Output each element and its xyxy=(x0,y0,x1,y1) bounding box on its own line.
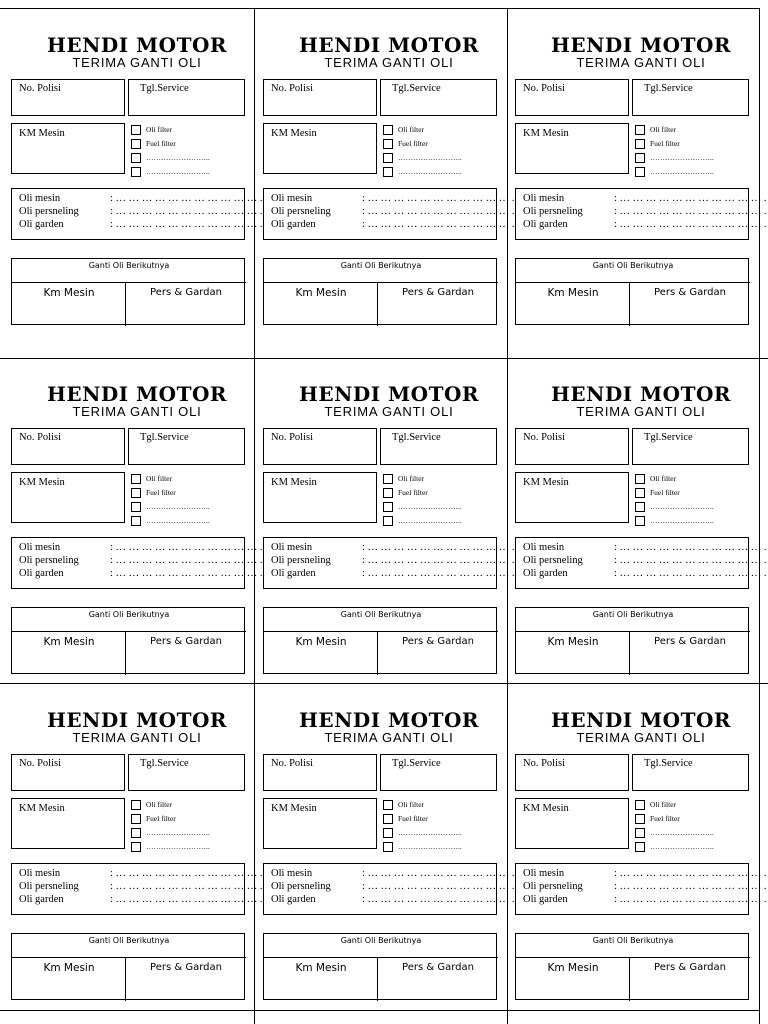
next-pers-label[interactable]: Pers & Gardan xyxy=(654,636,726,647)
oil-details-box xyxy=(11,537,263,589)
police-no-box[interactable] xyxy=(263,428,377,465)
oil-filter-checkbox[interactable] xyxy=(635,125,645,135)
oil-row-gardan[interactable] xyxy=(271,218,515,231)
receipt-subtitle: TERIMA GANTI OLI xyxy=(72,730,202,745)
extra-item-2: …………………….. xyxy=(146,516,210,525)
extra-checkbox-2[interactable] xyxy=(131,842,141,852)
km-box[interactable] xyxy=(263,123,377,174)
oil-row-gear[interactable] xyxy=(19,205,263,218)
extra-item-2: …………………….. xyxy=(146,167,210,176)
police-no-label: No. Polisi xyxy=(19,758,62,769)
service-date-box[interactable] xyxy=(128,428,245,465)
oil-filter-checkbox[interactable] xyxy=(383,800,393,810)
next-change-box xyxy=(263,607,497,674)
oil-row-gear[interactable] xyxy=(523,880,767,893)
oil-row-engine[interactable] xyxy=(271,541,515,554)
next-change-title: Ganti Oli Berikutnya xyxy=(340,261,422,270)
fuel-filter-checkbox[interactable] xyxy=(635,139,645,149)
oil-gear-value: : … … … … … … … … … … … . xyxy=(614,206,767,217)
shop-name: HENDI MOTOR xyxy=(46,708,228,732)
oil-row-gardan[interactable] xyxy=(19,893,263,906)
next-pers-label[interactable]: Pers & Gardan xyxy=(402,287,474,298)
oil-details-box xyxy=(515,863,767,915)
extra-checkbox-2[interactable] xyxy=(635,167,645,177)
oil-details-box xyxy=(515,537,767,589)
oil-gardan-value: : … … … … … … … … … … … . xyxy=(614,894,767,905)
next-change-title: Ganti Oli Berikutnya xyxy=(88,936,170,945)
next-km-label[interactable]: Km Mesin xyxy=(295,636,347,648)
extra-item-1: …………………….. xyxy=(398,828,462,837)
oil-engine-value: : … … … … … … … … … … … . xyxy=(110,542,263,553)
oil-filter-label: Oli filter xyxy=(650,800,677,809)
oil-row-engine[interactable] xyxy=(271,192,515,205)
km-box[interactable] xyxy=(263,472,377,523)
extra-item-2: …………………….. xyxy=(650,842,714,851)
oil-filter-label: Oli filter xyxy=(146,474,173,483)
next-km-label[interactable]: Km Mesin xyxy=(295,287,347,299)
next-pers-label[interactable]: Pers & Gardan xyxy=(402,962,474,973)
service-date-label: Tgl.Service xyxy=(140,432,189,443)
next-pers-label[interactable]: Pers & Gardan xyxy=(654,962,726,973)
oil-row-gardan[interactable] xyxy=(271,893,515,906)
fuel-filter-checkbox[interactable] xyxy=(635,814,645,824)
next-change-divider xyxy=(516,957,750,958)
shop-name: HENDI MOTOR xyxy=(46,33,228,57)
oil-engine-label: Oli mesin xyxy=(271,868,313,879)
oil-gear-value: : … … … … … … … … … … … . xyxy=(614,881,767,892)
oil-gardan-value: : … … … … … … … … … … … . xyxy=(362,219,515,230)
extra-checkbox-1[interactable] xyxy=(383,502,393,512)
km-box[interactable] xyxy=(515,798,629,849)
fuel-filter-checkbox[interactable] xyxy=(131,814,141,824)
extra-item-1: …………………….. xyxy=(146,828,210,837)
next-km-label[interactable]: Km Mesin xyxy=(295,962,347,974)
oil-gear-label: Oli persneling xyxy=(523,881,583,892)
next-change-title: Ganti Oli Berikutnya xyxy=(88,261,170,270)
next-change-title: Ganti Oli Berikutnya xyxy=(592,610,674,619)
oil-row-engine[interactable] xyxy=(19,541,263,554)
oil-engine-label: Oli mesin xyxy=(19,542,61,553)
shop-name: HENDI MOTOR xyxy=(46,382,228,406)
oil-gardan-label: Oli garden xyxy=(271,894,316,905)
oil-row-gardan[interactable] xyxy=(19,218,263,231)
fuel-filter-label: Fuel filter xyxy=(650,488,680,497)
oil-gardan-label: Oli garden xyxy=(19,219,64,230)
oil-row-gardan[interactable] xyxy=(19,567,263,580)
km-label: KM Mesin xyxy=(523,477,569,488)
extra-checkbox-1[interactable] xyxy=(383,828,393,838)
next-change-box xyxy=(263,933,497,1000)
police-no-box[interactable] xyxy=(515,428,629,465)
extra-checkbox-2[interactable] xyxy=(131,516,141,526)
extra-checkbox-1[interactable] xyxy=(383,153,393,163)
km-label: KM Mesin xyxy=(19,803,65,814)
cut-tick xyxy=(760,358,768,359)
next-change-title: Ganti Oli Berikutnya xyxy=(340,936,422,945)
extra-item-2: …………………….. xyxy=(650,167,714,176)
oil-gardan-label: Oli garden xyxy=(19,568,64,579)
oil-filter-checkbox[interactable] xyxy=(635,474,645,484)
oil-engine-value: : … … … … … … … … … … … . xyxy=(362,193,515,204)
oil-row-gear[interactable] xyxy=(523,205,767,218)
extra-checkbox-2[interactable] xyxy=(383,842,393,852)
service-date-label: Tgl.Service xyxy=(140,758,189,769)
next-change-divider xyxy=(12,957,246,958)
extra-checkbox-1[interactable] xyxy=(635,153,645,163)
oil-gardan-label: Oli garden xyxy=(523,219,568,230)
fuel-filter-checkbox[interactable] xyxy=(383,814,393,824)
next-km-label[interactable]: Km Mesin xyxy=(43,636,95,648)
oil-gardan-label: Oli garden xyxy=(523,894,568,905)
fuel-filter-checkbox[interactable] xyxy=(131,139,141,149)
next-change-box xyxy=(11,258,245,325)
next-change-box xyxy=(263,258,497,325)
oil-row-engine[interactable] xyxy=(523,541,767,554)
extra-item-1: …………………….. xyxy=(398,502,462,511)
receipt-subtitle: TERIMA GANTI OLI xyxy=(72,55,202,70)
oil-row-gardan[interactable] xyxy=(523,567,767,580)
oil-details-box xyxy=(263,188,515,240)
extra-checkbox-2[interactable] xyxy=(131,167,141,177)
oil-row-gear[interactable] xyxy=(271,554,515,567)
fuel-filter-checkbox[interactable] xyxy=(383,139,393,149)
oil-engine-label: Oli mesin xyxy=(19,193,61,204)
police-no-label: No. Polisi xyxy=(523,758,566,769)
next-change-divider xyxy=(12,282,246,283)
cut-line-bottom xyxy=(0,1010,760,1011)
km-label: KM Mesin xyxy=(19,128,65,139)
fuel-filter-label: Fuel filter xyxy=(146,488,176,497)
oil-engine-label: Oli mesin xyxy=(523,542,565,553)
police-no-label: No. Polisi xyxy=(271,83,314,94)
extra-item-1: …………………….. xyxy=(398,153,462,162)
extra-item-1: …………………….. xyxy=(146,153,210,162)
extra-checkbox-2[interactable] xyxy=(383,516,393,526)
receipt-subtitle: TERIMA GANTI OLI xyxy=(72,404,202,419)
service-date-box[interactable] xyxy=(128,754,245,791)
oil-row-engine[interactable] xyxy=(19,192,263,205)
oil-row-gear[interactable] xyxy=(523,554,767,567)
oil-engine-label: Oli mesin xyxy=(271,542,313,553)
oil-gardan-label: Oli garden xyxy=(271,568,316,579)
fuel-filter-checkbox[interactable] xyxy=(635,488,645,498)
oil-gardan-value: : … … … … … … … … … … … . xyxy=(362,894,515,905)
next-change-box xyxy=(515,607,749,674)
km-label: KM Mesin xyxy=(271,803,317,814)
oil-gear-label: Oli persneling xyxy=(19,555,79,566)
oil-details-box xyxy=(11,863,263,915)
fuel-filter-label: Fuel filter xyxy=(398,139,428,148)
oil-gardan-label: Oli garden xyxy=(19,894,64,905)
service-date-box[interactable] xyxy=(128,79,245,116)
police-no-label: No. Polisi xyxy=(271,758,314,769)
next-change-divider xyxy=(12,631,246,632)
oil-engine-value: : … … … … … … … … … … … . xyxy=(614,542,767,553)
extra-item-1: …………………….. xyxy=(146,502,210,511)
extra-checkbox-1[interactable] xyxy=(635,502,645,512)
oil-gear-label: Oli persneling xyxy=(523,206,583,217)
fuel-filter-label: Fuel filter xyxy=(650,814,680,823)
next-change-title: Ganti Oli Berikutnya xyxy=(592,261,674,270)
police-no-label: No. Polisi xyxy=(19,83,62,94)
extra-item-2: …………………….. xyxy=(398,167,462,176)
oil-row-engine[interactable] xyxy=(523,192,767,205)
cut-line-horizontal-2 xyxy=(0,683,760,684)
oil-filter-checkbox[interactable] xyxy=(383,125,393,135)
receipt-subtitle: TERIMA GANTI OLI xyxy=(576,55,706,70)
next-change-box xyxy=(11,933,245,1000)
oil-row-engine[interactable] xyxy=(271,867,515,880)
shop-name: HENDI MOTOR xyxy=(550,382,732,406)
next-pers-label[interactable]: Pers & Gardan xyxy=(402,636,474,647)
km-box[interactable] xyxy=(11,798,125,849)
oil-row-gear[interactable] xyxy=(19,880,263,893)
extra-checkbox-1[interactable] xyxy=(131,828,141,838)
service-date-label: Tgl.Service xyxy=(392,432,441,443)
cut-line-top xyxy=(0,8,760,9)
extra-item-2: …………………….. xyxy=(650,516,714,525)
oil-gear-label: Oli persneling xyxy=(271,881,331,892)
oil-filter-checkbox[interactable] xyxy=(383,474,393,484)
fuel-filter-label: Fuel filter xyxy=(146,139,176,148)
cut-line-horizontal-1 xyxy=(0,358,760,359)
oil-gardan-value: : … … … … … … … … … … … . xyxy=(614,568,767,579)
oil-gear-value: : … … … … … … … … … … … . xyxy=(614,555,767,566)
next-change-title: Ganti Oli Berikutnya xyxy=(592,936,674,945)
oil-filter-label: Oli filter xyxy=(398,474,425,483)
oil-engine-label: Oli mesin xyxy=(19,868,61,879)
shop-name: HENDI MOTOR xyxy=(550,708,732,732)
oil-row-gear[interactable] xyxy=(271,880,515,893)
oil-gear-value: : … … … … … … … … … … … . xyxy=(362,555,515,566)
extra-checkbox-1[interactable] xyxy=(635,828,645,838)
km-box[interactable] xyxy=(515,472,629,523)
service-date-label: Tgl.Service xyxy=(644,432,693,443)
km-label: KM Mesin xyxy=(19,477,65,488)
oil-engine-value: : … … … … … … … … … … … . xyxy=(362,868,515,879)
oil-gear-label: Oli persneling xyxy=(271,555,331,566)
oil-filter-checkbox[interactable] xyxy=(131,125,141,135)
oil-gardan-value: : … … … … … … … … … … … . xyxy=(110,894,263,905)
extra-checkbox-2[interactable] xyxy=(635,842,645,852)
police-no-label: No. Polisi xyxy=(523,432,566,443)
next-km-label[interactable]: Km Mesin xyxy=(43,287,95,299)
receipt-subtitle: TERIMA GANTI OLI xyxy=(324,404,454,419)
police-no-box[interactable] xyxy=(11,79,125,116)
next-change-divider xyxy=(264,282,498,283)
oil-filter-label: Oli filter xyxy=(650,125,677,134)
oil-engine-label: Oli mesin xyxy=(271,193,313,204)
km-box[interactable] xyxy=(11,123,125,174)
km-label: KM Mesin xyxy=(271,128,317,139)
shop-name: HENDI MOTOR xyxy=(298,708,480,732)
oil-gear-label: Oli persneling xyxy=(271,206,331,217)
receipt-subtitle: TERIMA GANTI OLI xyxy=(576,730,706,745)
service-date-label: Tgl.Service xyxy=(392,758,441,769)
oil-details-box xyxy=(263,537,515,589)
police-no-box[interactable] xyxy=(11,428,125,465)
next-km-label[interactable]: Km Mesin xyxy=(547,636,599,648)
extra-checkbox-1[interactable] xyxy=(131,502,141,512)
fuel-filter-checkbox[interactable] xyxy=(131,488,141,498)
extra-item-2: …………………….. xyxy=(398,842,462,851)
next-change-title: Ganti Oli Berikutnya xyxy=(88,610,170,619)
police-no-box[interactable] xyxy=(515,79,629,116)
km-box[interactable] xyxy=(515,123,629,174)
police-no-box[interactable] xyxy=(263,754,377,791)
oil-gardan-value: : … … … … … … … … … … … . xyxy=(362,568,515,579)
oil-gardan-label: Oli garden xyxy=(271,219,316,230)
next-change-divider xyxy=(516,282,750,283)
extra-checkbox-1[interactable] xyxy=(131,153,141,163)
next-change-box xyxy=(11,607,245,674)
service-date-label: Tgl.Service xyxy=(140,83,189,94)
police-no-label: No. Polisi xyxy=(19,432,62,443)
extra-item-2: …………………….. xyxy=(398,516,462,525)
receipt-subtitle: TERIMA GANTI OLI xyxy=(324,55,454,70)
oil-details-box xyxy=(263,863,515,915)
oil-details-box xyxy=(515,188,767,240)
extra-item-1: …………………….. xyxy=(650,502,714,511)
receipt-subtitle: TERIMA GANTI OLI xyxy=(324,730,454,745)
police-no-label: No. Polisi xyxy=(523,83,566,94)
oil-details-box xyxy=(11,188,263,240)
shop-name: HENDI MOTOR xyxy=(298,33,480,57)
oil-gear-label: Oli persneling xyxy=(523,555,583,566)
km-label: KM Mesin xyxy=(523,128,569,139)
oil-filter-checkbox[interactable] xyxy=(635,800,645,810)
service-date-label: Tgl.Service xyxy=(644,758,693,769)
shop-name: HENDI MOTOR xyxy=(550,33,732,57)
oil-row-gardan[interactable] xyxy=(523,893,767,906)
oil-engine-value: : … … … … … … … … … … … . xyxy=(110,868,263,879)
oil-filter-label: Oli filter xyxy=(650,474,677,483)
oil-gardan-label: Oli garden xyxy=(523,568,568,579)
oil-row-gardan[interactable] xyxy=(523,218,767,231)
service-date-label: Tgl.Service xyxy=(392,83,441,94)
oil-row-engine[interactable] xyxy=(19,867,263,880)
service-date-box[interactable] xyxy=(632,754,749,791)
oil-filter-checkbox[interactable] xyxy=(131,474,141,484)
oil-engine-label: Oli mesin xyxy=(523,193,565,204)
km-label: KM Mesin xyxy=(523,803,569,814)
km-label: KM Mesin xyxy=(271,477,317,488)
oil-engine-value: : … … … … … … … … … … … . xyxy=(110,193,263,204)
extra-checkbox-2[interactable] xyxy=(383,167,393,177)
oil-row-gear[interactable] xyxy=(271,205,515,218)
oil-row-gardan[interactable] xyxy=(271,567,515,580)
next-change-box xyxy=(515,933,749,1000)
next-change-divider xyxy=(516,631,750,632)
next-pers-label[interactable]: Pers & Gardan xyxy=(150,962,222,973)
next-km-label[interactable]: Km Mesin xyxy=(43,962,95,974)
shop-name: HENDI MOTOR xyxy=(298,382,480,406)
oil-gear-label: Oli persneling xyxy=(19,206,79,217)
cut-tick xyxy=(760,683,768,684)
oil-row-gear[interactable] xyxy=(19,554,263,567)
fuel-filter-label: Fuel filter xyxy=(398,488,428,497)
service-date-box[interactable] xyxy=(380,428,497,465)
receipt-subtitle: TERIMA GANTI OLI xyxy=(576,404,706,419)
service-date-box[interactable] xyxy=(632,79,749,116)
next-km-label[interactable]: Km Mesin xyxy=(547,287,599,299)
next-change-title: Ganti Oli Berikutnya xyxy=(340,610,422,619)
oil-row-engine[interactable] xyxy=(523,867,767,880)
oil-gear-value: : … … … … … … … … … … … . xyxy=(110,206,263,217)
oil-filter-label: Oli filter xyxy=(398,800,425,809)
fuel-filter-label: Fuel filter xyxy=(398,814,428,823)
oil-gear-value: : … … … … … … … … … … … . xyxy=(362,206,515,217)
oil-gardan-value: : … … … … … … … … … … … . xyxy=(110,568,263,579)
extra-item-1: …………………….. xyxy=(650,828,714,837)
oil-filter-label: Oli filter xyxy=(146,125,173,134)
oil-gardan-value: : … … … … … … … … … … … . xyxy=(614,219,767,230)
extra-item-2: …………………….. xyxy=(146,842,210,851)
oil-engine-value: : … … … … … … … … … … … . xyxy=(614,868,767,879)
service-date-box[interactable] xyxy=(632,428,749,465)
extra-checkbox-2[interactable] xyxy=(635,516,645,526)
police-no-box[interactable] xyxy=(515,754,629,791)
oil-gardan-value: : … … … … … … … … … … … . xyxy=(110,219,263,230)
next-pers-label[interactable]: Pers & Gardan xyxy=(150,287,222,298)
oil-gear-value: : … … … … … … … … … … … . xyxy=(362,881,515,892)
oil-engine-label: Oli mesin xyxy=(523,868,565,879)
oil-filter-label: Oli filter xyxy=(398,125,425,134)
km-box[interactable] xyxy=(263,798,377,849)
km-box[interactable] xyxy=(11,472,125,523)
next-change-divider xyxy=(264,631,498,632)
police-no-box[interactable] xyxy=(11,754,125,791)
next-pers-label[interactable]: Pers & Gardan xyxy=(150,636,222,647)
fuel-filter-label: Fuel filter xyxy=(146,814,176,823)
oil-filter-label: Oli filter xyxy=(146,800,173,809)
extra-item-1: …………………….. xyxy=(650,153,714,162)
next-change-divider xyxy=(264,957,498,958)
service-date-box[interactable] xyxy=(380,79,497,116)
next-pers-label[interactable]: Pers & Gardan xyxy=(654,287,726,298)
service-date-label: Tgl.Service xyxy=(644,83,693,94)
next-change-box xyxy=(515,258,749,325)
service-date-box[interactable] xyxy=(380,754,497,791)
oil-engine-value: : … … … … … … … … … … … . xyxy=(362,542,515,553)
oil-filter-checkbox[interactable] xyxy=(131,800,141,810)
police-no-label: No. Polisi xyxy=(271,432,314,443)
police-no-box[interactable] xyxy=(263,79,377,116)
oil-gear-label: Oli persneling xyxy=(19,881,79,892)
next-km-label[interactable]: Km Mesin xyxy=(547,962,599,974)
fuel-filter-checkbox[interactable] xyxy=(383,488,393,498)
oil-gear-value: : … … … … … … … … … … … . xyxy=(110,881,263,892)
oil-gear-value: : … … … … … … … … … … … . xyxy=(110,555,263,566)
fuel-filter-label: Fuel filter xyxy=(650,139,680,148)
oil-engine-value: : … … … … … … … … … … … . xyxy=(614,193,767,204)
